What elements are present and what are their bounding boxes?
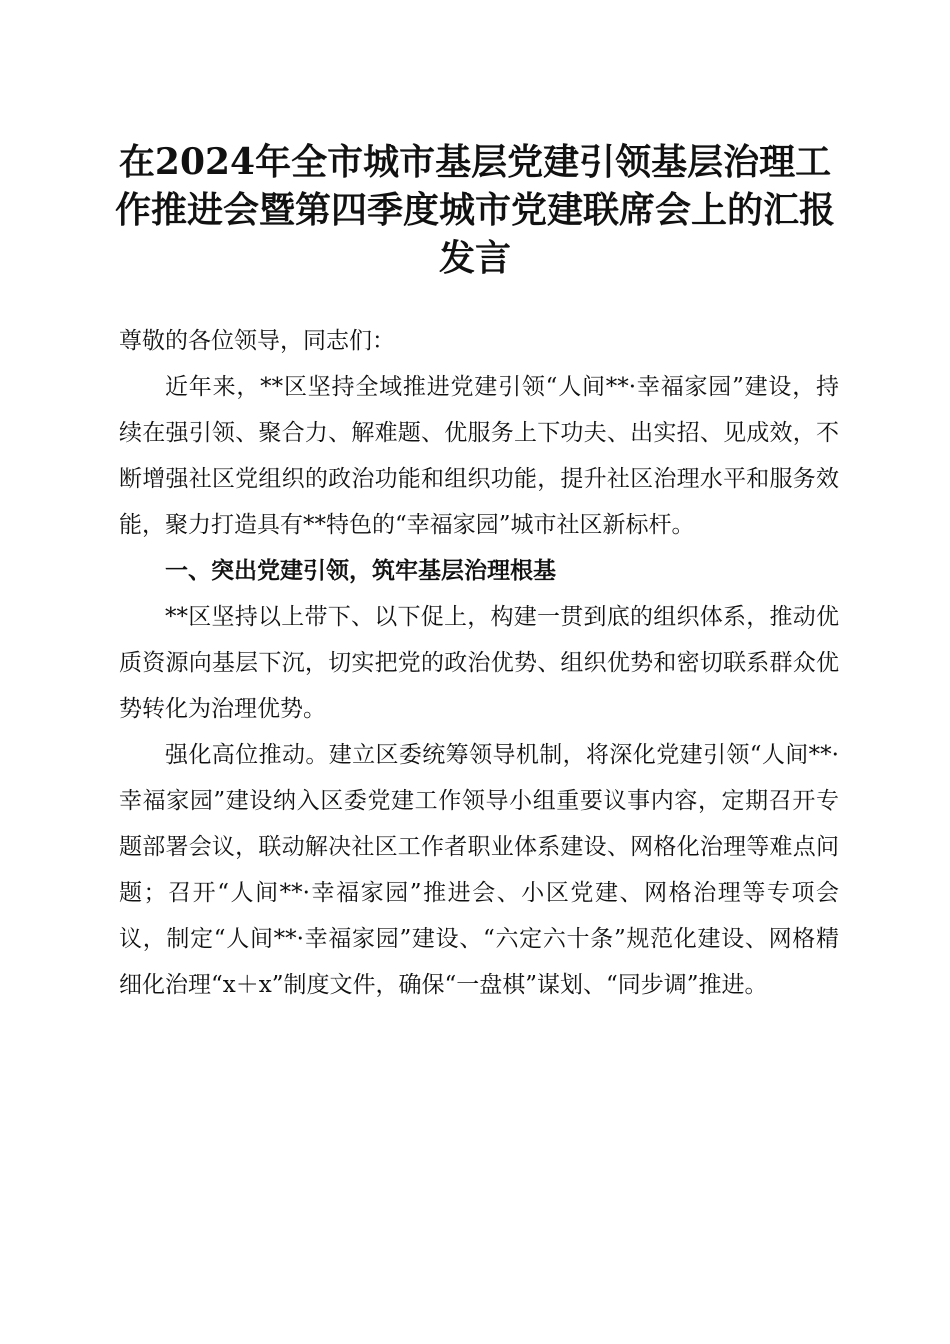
intro-paragraph: 近年来，**区坚持全域推进党建引领“人间**·幸福家园”建设，持续在强引领、聚合力、解难题、优服务上下功夫、出实招、见成效，不断增强社区党组织的政治功能和组织功能，提升社区治理水平和服务效能，聚力打造具有**特色的“幸福家园”城市社区新标杆。	[119, 374, 839, 538]
section-paragraph: **区坚持以上带下、以下促上，构建一贯到底的组织体系，推动优质资源向基层下沉，切实把党的政治优势、组织优势和密切联系群众优势转化为治理优势。	[119, 604, 839, 722]
document-title: 在2024年全市城市基层党建引领基层治理工作推进会暨第四季度城市党建联席会上的汇报发言	[114, 141, 835, 279]
salutation: 尊敬的各位领导，同志们：	[119, 328, 395, 354]
section-heading: 一、突出党建引领，筑牢基层治理根基	[165, 558, 556, 584]
document-body	[119, 318, 839, 1008]
section-point-paragraph: 强化高位推动。建立区委统筹领导机制，将深化党建引领“人间**·幸福家园”建设纳入区委党建工作领导小组重要议事内容，定期召开专题部署会议，联动解决社区工作者职业体系建设、网格化治理等难点问题；召开“人间**·幸福家园”推进会、小区党建、网格治理等专项会议，制定“人间**·幸福家园”建设、“六定六十条”规范化建设、网格精细化治理“x＋x”制度文件，确保“一盘棋”谋划、“同步调”推进。	[119, 742, 839, 998]
